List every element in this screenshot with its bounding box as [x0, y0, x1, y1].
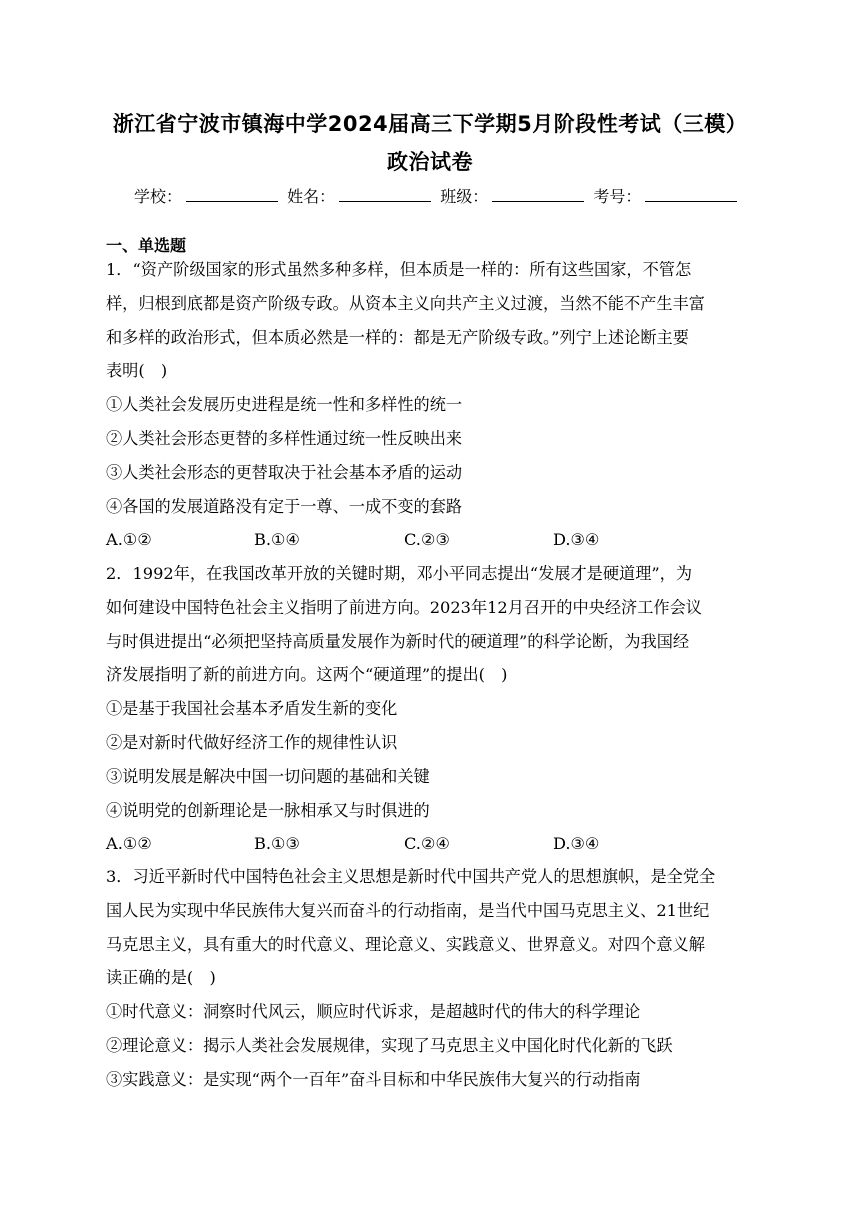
student-info-row — [134, 184, 741, 207]
exam-number-label: 考号： — [593, 187, 642, 206]
statement-item: ②人类社会形态更替的多样性通过统一性反映出来 — [106, 428, 463, 448]
section-title: 一、单选题 — [106, 236, 187, 255]
question-stem-line: 和多样的政治形式，但本质必然是一样的：都是无产阶级专政。”列宁上述论断主要 — [106, 327, 689, 347]
option-c[interactable]: C.②③ — [404, 530, 450, 550]
statement-item: ②是对新时代做好经济工作的规律性认识 — [106, 732, 398, 752]
statement-item: ④说明党的创新理论是一脉相承又与时俱进的 — [106, 800, 430, 820]
option-d[interactable]: D.③④ — [553, 530, 600, 550]
question-2 — [106, 557, 766, 861]
statement-item: ③实践意义：是实现“两个一百年”奋斗目标和中华民族伟大复兴的行动指南 — [106, 1069, 641, 1089]
option-a[interactable]: A.①② — [106, 530, 152, 550]
answer-options — [106, 827, 766, 861]
name-label: 姓名： — [287, 187, 336, 206]
option-c[interactable]: C.②④ — [404, 834, 450, 854]
question-stem-line: 2．1992年，在我国改革开放的关键时期，邓小平同志提出“发展才是硬道理”，为 — [106, 564, 693, 583]
statement-item: ③说明发展是解决中国一切问题的基础和关键 — [106, 766, 430, 786]
question-stem-line: 表明( ) — [106, 361, 168, 381]
question-stem-line: 国人民为实现中华民族伟大复兴而奋斗的行动指南，是当代中国马克思主义、21世纪 — [106, 900, 710, 920]
question-3 — [106, 860, 766, 1097]
question-stem-line: 读正确的是( ) — [106, 968, 216, 988]
statement-item: ③人类社会形态的更替取决于社会基本矛盾的运动 — [106, 462, 463, 482]
statement-item: ④各国的发展道路没有定于一尊、一成不变的套路 — [106, 496, 463, 516]
question-stem-line: 济发展指明了新的前进方向。这两个“硬道理”的提出( ) — [106, 665, 508, 685]
answer-options — [106, 523, 766, 557]
class-blank — [492, 187, 584, 202]
option-b[interactable]: B.①③ — [254, 834, 301, 854]
question-stem-line: 如何建设中国特色社会主义指明了前进方向。2023年12月召开的中央经济工作会议 — [106, 597, 702, 617]
statement-item: ①是基于我国社会基本矛盾发生新的变化 — [106, 699, 398, 719]
statement-item: ①时代意义：洞察时代风云，顺应时代诉求，是超越时代的伟大的科学理论 — [106, 1002, 641, 1022]
question-1 — [106, 253, 766, 557]
school-label: 学校： — [134, 187, 183, 206]
exam-subtitle: 政治试卷 — [387, 150, 473, 174]
class-label: 班级： — [440, 187, 489, 206]
exam-number-blank — [645, 187, 737, 202]
statement-item: ①人类社会发展历史进程是统一性和多样性的统一 — [106, 395, 463, 415]
school-blank — [186, 187, 278, 202]
question-stem-line: 样，归根到底都是资产阶级专政。从资本主义向共产主义过渡，当然不能不产生丰富 — [106, 293, 705, 313]
question-stem-line: 马克思主义，具有重大的时代意义、理论意义、实践意义、世界意义。对四个意义解 — [106, 934, 705, 954]
question-stem-line: 3．习近平新时代中国特色社会主义思想是新时代中国共产党人的思想旗帜，是全党全 — [106, 867, 716, 886]
option-d[interactable]: D.③④ — [553, 834, 600, 854]
name-blank — [339, 187, 431, 202]
statement-item: ②理论意义：揭示人类社会发展规律，实现了马克思主义中国化时代化新的飞跃 — [106, 1035, 673, 1055]
option-a[interactable]: A.①② — [106, 834, 152, 854]
exam-title: 浙江省宁波市镇海中学2024届高三下学期5月阶段性考试（三模） — [112, 112, 748, 136]
option-b[interactable]: B.①④ — [254, 530, 301, 550]
question-stem-line: 与时俱进提出“必须把坚持高质量发展作为新时代的硬道理”的科学论断，为我国经 — [106, 631, 690, 651]
question-stem-line: 1．“资产阶级国家的形式虽然多种多样，但本质是一样的：所有这些国家，不管怎 — [106, 260, 692, 279]
